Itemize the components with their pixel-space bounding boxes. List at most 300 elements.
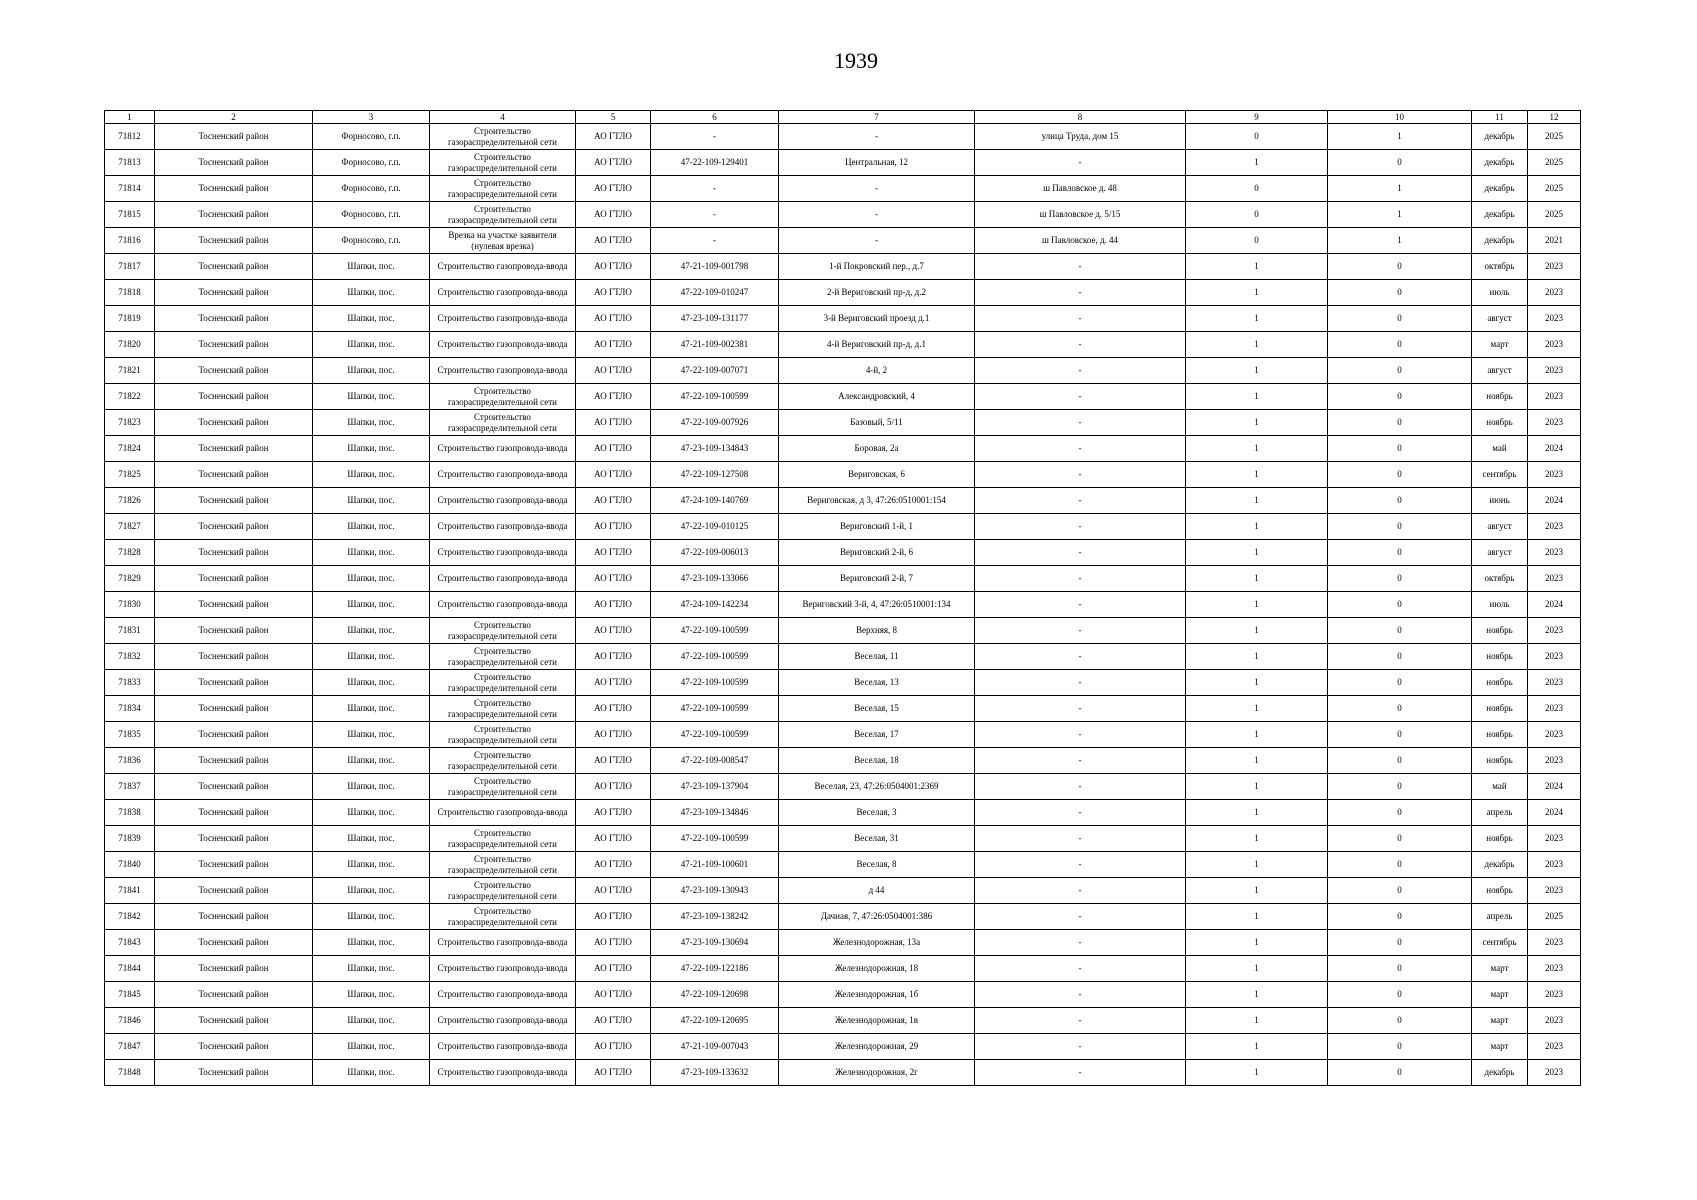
count-a-cell: 1 — [1186, 904, 1328, 930]
table-row — [105, 202, 1581, 228]
count-a-cell: 1 — [1186, 462, 1328, 488]
month-cell: ноябрь — [1472, 748, 1528, 774]
organization-cell: АО ГТЛО — [576, 982, 651, 1008]
work-type-cell: Врезка на участке заявителя (нулевая врезка) — [430, 228, 576, 254]
object-address-cell: - — [779, 176, 975, 202]
district-cell: Тосненский район — [155, 280, 313, 306]
object-address-cell: Веселая, 18 — [779, 748, 975, 774]
row-id-cell: 71821 — [105, 358, 155, 384]
count-a-cell: 1 — [1186, 852, 1328, 878]
object-address-cell: 1-й Покровский пер., д.7 — [779, 254, 975, 280]
work-type-cell: Строительство газораспределительной сети — [430, 878, 576, 904]
settlement-cell: Шапки, пос. — [313, 956, 430, 982]
application-number-cell: 47-23-109-131177 — [651, 306, 779, 332]
month-cell: декабрь — [1472, 228, 1528, 254]
settlement-cell: Шапки, пос. — [313, 332, 430, 358]
month-cell: октябрь — [1472, 566, 1528, 592]
count-a-cell: 0 — [1186, 124, 1328, 150]
count-a-cell: 1 — [1186, 982, 1328, 1008]
year-cell: 2023 — [1528, 566, 1581, 592]
column-header: 6 — [651, 111, 779, 124]
settlement-cell: Шапки, пос. — [313, 748, 430, 774]
organization-cell: АО ГТЛО — [576, 150, 651, 176]
object-address-cell: Железнодорожная, 13а — [779, 930, 975, 956]
count-a-cell: 1 — [1186, 1034, 1328, 1060]
settlement-cell: Форносово, г.п. — [313, 228, 430, 254]
month-cell: март — [1472, 332, 1528, 358]
application-number-cell: 47-22-109-006013 — [651, 540, 779, 566]
month-cell: ноябрь — [1472, 696, 1528, 722]
settlement-cell: Форносово, г.п. — [313, 176, 430, 202]
application-number-cell: 47-22-109-010247 — [651, 280, 779, 306]
settlement-cell: Шапки, пос. — [313, 436, 430, 462]
year-cell: 2025 — [1528, 202, 1581, 228]
application-number-cell: 47-22-109-129401 — [651, 150, 779, 176]
row-id-cell: 71830 — [105, 592, 155, 618]
organization-cell: АО ГТЛО — [576, 644, 651, 670]
count-b-cell: 0 — [1328, 332, 1472, 358]
table-row — [105, 592, 1581, 618]
year-cell: 2023 — [1528, 410, 1581, 436]
row-id-cell: 71835 — [105, 722, 155, 748]
organization-cell: АО ГТЛО — [576, 748, 651, 774]
count-a-cell: 1 — [1186, 488, 1328, 514]
work-type-cell: Строительство газораспределительной сети — [430, 410, 576, 436]
district-cell: Тосненский район — [155, 202, 313, 228]
organization-cell: АО ГТЛО — [576, 306, 651, 332]
application-number-cell: 47-21-109-002381 — [651, 332, 779, 358]
district-cell: Тосненский район — [155, 150, 313, 176]
object-address-cell: Веселая, 8 — [779, 852, 975, 878]
month-cell: ноябрь — [1472, 878, 1528, 904]
alt-address-cell: - — [975, 722, 1186, 748]
count-a-cell: 1 — [1186, 280, 1328, 306]
count-a-cell: 1 — [1186, 514, 1328, 540]
settlement-cell: Шапки, пос. — [313, 540, 430, 566]
year-cell: 2023 — [1528, 826, 1581, 852]
object-address-cell: Центральная, 12 — [779, 150, 975, 176]
work-type-cell: Строительство газопровода-ввода — [430, 1034, 576, 1060]
alt-address-cell: - — [975, 800, 1186, 826]
work-type-cell: Строительство газораспределительной сети — [430, 176, 576, 202]
year-cell: 2023 — [1528, 1034, 1581, 1060]
count-b-cell: 0 — [1328, 254, 1472, 280]
district-cell: Тосненский район — [155, 748, 313, 774]
year-cell: 2024 — [1528, 774, 1581, 800]
application-number-cell: 47-23-109-138242 — [651, 904, 779, 930]
object-address-cell: Вериговский 3-й, 4, 47:26:0510001:134 — [779, 592, 975, 618]
object-address-cell: 4-й Вериговский пр-д, д.1 — [779, 332, 975, 358]
table-row — [105, 1008, 1581, 1034]
district-cell: Тосненский район — [155, 878, 313, 904]
month-cell: апрель — [1472, 904, 1528, 930]
count-a-cell: 1 — [1186, 696, 1328, 722]
count-b-cell: 0 — [1328, 280, 1472, 306]
organization-cell: АО ГТЛО — [576, 930, 651, 956]
settlement-cell: Шапки, пос. — [313, 410, 430, 436]
year-cell: 2023 — [1528, 670, 1581, 696]
application-number-cell: 47-22-109-008547 — [651, 748, 779, 774]
object-address-cell: Веселая, 11 — [779, 644, 975, 670]
month-cell: декабрь — [1472, 124, 1528, 150]
count-a-cell: 1 — [1186, 774, 1328, 800]
month-cell: август — [1472, 540, 1528, 566]
row-id-cell: 71836 — [105, 748, 155, 774]
alt-address-cell: - — [975, 592, 1186, 618]
alt-address-cell: - — [975, 618, 1186, 644]
settlement-cell: Шапки, пос. — [313, 930, 430, 956]
object-address-cell: - — [779, 124, 975, 150]
count-a-cell: 1 — [1186, 150, 1328, 176]
count-b-cell: 0 — [1328, 748, 1472, 774]
district-cell: Тосненский район — [155, 332, 313, 358]
column-header: 11 — [1472, 111, 1528, 124]
count-a-cell: 1 — [1186, 332, 1328, 358]
count-a-cell: 1 — [1186, 878, 1328, 904]
settlement-cell: Шапки, пос. — [313, 982, 430, 1008]
organization-cell: АО ГТЛО — [576, 670, 651, 696]
application-number-cell: - — [651, 202, 779, 228]
application-number-cell: 47-21-109-100601 — [651, 852, 779, 878]
district-cell: Тосненский район — [155, 1034, 313, 1060]
register-table — [104, 110, 1581, 1086]
year-cell: 2023 — [1528, 956, 1581, 982]
page-number: 1939 — [834, 48, 878, 73]
month-cell: ноябрь — [1472, 410, 1528, 436]
month-cell: ноябрь — [1472, 618, 1528, 644]
row-id-cell: 71812 — [105, 124, 155, 150]
work-type-cell: Строительство газопровода-ввода — [430, 514, 576, 540]
column-header: 12 — [1528, 111, 1581, 124]
settlement-cell: Шапки, пос. — [313, 1008, 430, 1034]
settlement-cell: Форносово, г.п. — [313, 150, 430, 176]
count-a-cell: 1 — [1186, 618, 1328, 644]
row-id-cell: 71839 — [105, 826, 155, 852]
work-type-cell: Строительство газораспределительной сети — [430, 384, 576, 410]
count-a-cell: 1 — [1186, 306, 1328, 332]
row-id-cell: 71834 — [105, 696, 155, 722]
month-cell: ноябрь — [1472, 670, 1528, 696]
settlement-cell: Шапки, пос. — [313, 774, 430, 800]
table-row — [105, 332, 1581, 358]
month-cell: ноябрь — [1472, 826, 1528, 852]
column-header: 9 — [1186, 111, 1328, 124]
organization-cell: АО ГТЛО — [576, 540, 651, 566]
application-number-cell: 47-21-109-001798 — [651, 254, 779, 280]
object-address-cell: Веселая, 17 — [779, 722, 975, 748]
object-address-cell: - — [779, 228, 975, 254]
count-a-cell: 1 — [1186, 748, 1328, 774]
organization-cell: АО ГТЛО — [576, 202, 651, 228]
year-cell: 2024 — [1528, 436, 1581, 462]
settlement-cell: Шапки, пос. — [313, 826, 430, 852]
work-type-cell: Строительство газораспределительной сети — [430, 618, 576, 644]
count-b-cell: 0 — [1328, 306, 1472, 332]
row-id-cell: 71829 — [105, 566, 155, 592]
alt-address-cell: - — [975, 332, 1186, 358]
alt-address-cell: - — [975, 254, 1186, 280]
district-cell: Тосненский район — [155, 540, 313, 566]
district-cell: Тосненский район — [155, 618, 313, 644]
year-cell: 2021 — [1528, 228, 1581, 254]
alt-address-cell: - — [975, 488, 1186, 514]
organization-cell: АО ГТЛО — [576, 592, 651, 618]
alt-address-cell: улица Труда, дом 15 — [975, 124, 1186, 150]
row-id-cell: 71844 — [105, 956, 155, 982]
count-b-cell: 0 — [1328, 774, 1472, 800]
settlement-cell: Шапки, пос. — [313, 1060, 430, 1086]
alt-address-cell: - — [975, 904, 1186, 930]
work-type-cell: Строительство газораспределительной сети — [430, 644, 576, 670]
table-row — [105, 956, 1581, 982]
count-a-cell: 1 — [1186, 410, 1328, 436]
count-b-cell: 0 — [1328, 930, 1472, 956]
table-row — [105, 150, 1581, 176]
month-cell: июнь — [1472, 488, 1528, 514]
table-row — [105, 644, 1581, 670]
district-cell: Тосненский район — [155, 982, 313, 1008]
application-number-cell: 47-22-109-122186 — [651, 956, 779, 982]
count-b-cell: 0 — [1328, 878, 1472, 904]
count-b-cell: 0 — [1328, 462, 1472, 488]
row-id-cell: 71826 — [105, 488, 155, 514]
count-b-cell: 1 — [1328, 176, 1472, 202]
alt-address-cell: - — [975, 982, 1186, 1008]
application-number-cell: - — [651, 228, 779, 254]
object-address-cell: Веселая, 23, 47:26:0504001:2369 — [779, 774, 975, 800]
table-row — [105, 436, 1581, 462]
count-a-cell: 1 — [1186, 800, 1328, 826]
month-cell: август — [1472, 358, 1528, 384]
count-a-cell: 1 — [1186, 722, 1328, 748]
organization-cell: АО ГТЛО — [576, 254, 651, 280]
year-cell: 2023 — [1528, 748, 1581, 774]
organization-cell: АО ГТЛО — [576, 280, 651, 306]
alt-address-cell: - — [975, 566, 1186, 592]
work-type-cell: Строительство газораспределительной сети — [430, 150, 576, 176]
district-cell: Тосненский район — [155, 774, 313, 800]
application-number-cell: 47-22-109-100599 — [651, 722, 779, 748]
application-number-cell: 47-22-109-120695 — [651, 1008, 779, 1034]
count-b-cell: 1 — [1328, 202, 1472, 228]
work-type-cell: Строительство газораспределительной сети — [430, 904, 576, 930]
application-number-cell: 47-23-109-130943 — [651, 878, 779, 904]
table-row — [105, 280, 1581, 306]
column-header: 2 — [155, 111, 313, 124]
district-cell: Тосненский район — [155, 176, 313, 202]
alt-address-cell: - — [975, 930, 1186, 956]
month-cell: март — [1472, 982, 1528, 1008]
object-address-cell: Железнодорожная, 1в — [779, 1008, 975, 1034]
object-address-cell: Веселая, 15 — [779, 696, 975, 722]
application-number-cell: 47-22-109-010125 — [651, 514, 779, 540]
table-row — [105, 670, 1581, 696]
alt-address-cell: - — [975, 826, 1186, 852]
object-address-cell: Веселая, 13 — [779, 670, 975, 696]
organization-cell: АО ГТЛО — [576, 826, 651, 852]
row-id-cell: 71842 — [105, 904, 155, 930]
column-header: 1 — [105, 111, 155, 124]
count-b-cell: 0 — [1328, 358, 1472, 384]
month-cell: октябрь — [1472, 254, 1528, 280]
table-row — [105, 1060, 1581, 1086]
organization-cell: АО ГТЛО — [576, 904, 651, 930]
organization-cell: АО ГТЛО — [576, 358, 651, 384]
settlement-cell: Шапки, пос. — [313, 670, 430, 696]
alt-address-cell: - — [975, 514, 1186, 540]
month-cell: май — [1472, 774, 1528, 800]
row-id-cell: 71845 — [105, 982, 155, 1008]
row-id-cell: 71816 — [105, 228, 155, 254]
month-cell: сентябрь — [1472, 462, 1528, 488]
table-row — [105, 566, 1581, 592]
district-cell: Тосненский район — [155, 696, 313, 722]
alt-address-cell: - — [975, 462, 1186, 488]
alt-address-cell: - — [975, 280, 1186, 306]
count-a-cell: 0 — [1186, 176, 1328, 202]
column-header: 10 — [1328, 111, 1472, 124]
work-type-cell: Строительство газопровода-ввода — [430, 280, 576, 306]
district-cell: Тосненский район — [155, 644, 313, 670]
row-id-cell: 71815 — [105, 202, 155, 228]
work-type-cell: Строительство газопровода-ввода — [430, 982, 576, 1008]
count-b-cell: 0 — [1328, 618, 1472, 644]
year-cell: 2023 — [1528, 384, 1581, 410]
year-cell: 2023 — [1528, 280, 1581, 306]
month-cell: декабрь — [1472, 202, 1528, 228]
year-cell: 2023 — [1528, 930, 1581, 956]
count-b-cell: 0 — [1328, 150, 1472, 176]
work-type-cell: Строительство газораспределительной сети — [430, 696, 576, 722]
organization-cell: АО ГТЛО — [576, 384, 651, 410]
month-cell: декабрь — [1472, 1060, 1528, 1086]
month-cell: декабрь — [1472, 176, 1528, 202]
settlement-cell: Шапки, пос. — [313, 696, 430, 722]
table-row — [105, 930, 1581, 956]
work-type-cell: Строительство газопровода-ввода — [430, 462, 576, 488]
organization-cell: АО ГТЛО — [576, 462, 651, 488]
object-address-cell: Железнодорожная, 1б — [779, 982, 975, 1008]
count-b-cell: 0 — [1328, 566, 1472, 592]
month-cell: ноябрь — [1472, 644, 1528, 670]
alt-address-cell: - — [975, 150, 1186, 176]
row-id-cell: 71819 — [105, 306, 155, 332]
count-a-cell: 1 — [1186, 1008, 1328, 1034]
organization-cell: АО ГТЛО — [576, 410, 651, 436]
count-a-cell: 0 — [1186, 228, 1328, 254]
object-address-cell: Вериговская, 6 — [779, 462, 975, 488]
alt-address-cell: - — [975, 774, 1186, 800]
year-cell: 2023 — [1528, 644, 1581, 670]
district-cell: Тосненский район — [155, 722, 313, 748]
organization-cell: АО ГТЛО — [576, 514, 651, 540]
year-cell: 2023 — [1528, 514, 1581, 540]
year-cell: 2023 — [1528, 332, 1581, 358]
application-number-cell: 47-23-109-137904 — [651, 774, 779, 800]
month-cell: март — [1472, 1008, 1528, 1034]
object-address-cell: Верхняя, 8 — [779, 618, 975, 644]
count-a-cell: 1 — [1186, 358, 1328, 384]
alt-address-cell: - — [975, 670, 1186, 696]
work-type-cell: Строительство газораспределительной сети — [430, 722, 576, 748]
settlement-cell: Шапки, пос. — [313, 566, 430, 592]
work-type-cell: Строительство газораспределительной сети — [430, 774, 576, 800]
object-address-cell: Вериговский 2-й, 7 — [779, 566, 975, 592]
organization-cell: АО ГТЛО — [576, 176, 651, 202]
column-number-row — [105, 111, 1581, 124]
organization-cell: АО ГТЛО — [576, 228, 651, 254]
row-id-cell: 71843 — [105, 930, 155, 956]
row-id-cell: 71832 — [105, 644, 155, 670]
month-cell: сентябрь — [1472, 930, 1528, 956]
organization-cell: АО ГТЛО — [576, 124, 651, 150]
settlement-cell: Шапки, пос. — [313, 306, 430, 332]
district-cell: Тосненский район — [155, 852, 313, 878]
count-b-cell: 0 — [1328, 982, 1472, 1008]
district-cell: Тосненский район — [155, 436, 313, 462]
object-address-cell: 2-й Вериговский пр-д, д.2 — [779, 280, 975, 306]
year-cell: 2023 — [1528, 358, 1581, 384]
year-cell: 2023 — [1528, 618, 1581, 644]
work-type-cell: Строительство газопровода-ввода — [430, 488, 576, 514]
month-cell: август — [1472, 306, 1528, 332]
count-b-cell: 0 — [1328, 592, 1472, 618]
row-id-cell: 71824 — [105, 436, 155, 462]
year-cell: 2023 — [1528, 462, 1581, 488]
district-cell: Тосненский район — [155, 384, 313, 410]
settlement-cell: Шапки, пос. — [313, 878, 430, 904]
organization-cell: АО ГТЛО — [576, 618, 651, 644]
alt-address-cell: - — [975, 410, 1186, 436]
count-b-cell: 0 — [1328, 1034, 1472, 1060]
count-a-cell: 1 — [1186, 540, 1328, 566]
work-type-cell: Строительство газопровода-ввода — [430, 592, 576, 618]
month-cell: декабрь — [1472, 150, 1528, 176]
count-a-cell: 1 — [1186, 956, 1328, 982]
district-cell: Тосненский район — [155, 124, 313, 150]
settlement-cell: Шапки, пос. — [313, 800, 430, 826]
table-row — [105, 228, 1581, 254]
application-number-cell: 47-23-109-133632 — [651, 1060, 779, 1086]
row-id-cell: 71848 — [105, 1060, 155, 1086]
year-cell: 2023 — [1528, 1008, 1581, 1034]
settlement-cell: Шапки, пос. — [313, 254, 430, 280]
application-number-cell: 47-24-109-142234 — [651, 592, 779, 618]
count-a-cell: 1 — [1186, 384, 1328, 410]
table-row — [105, 176, 1581, 202]
table-row — [105, 306, 1581, 332]
settlement-cell: Форносово, г.п. — [313, 202, 430, 228]
column-header: 8 — [975, 111, 1186, 124]
table-row — [105, 514, 1581, 540]
year-cell: 2023 — [1528, 982, 1581, 1008]
table-row — [105, 852, 1581, 878]
application-number-cell: 47-22-109-100599 — [651, 670, 779, 696]
row-id-cell: 71814 — [105, 176, 155, 202]
row-id-cell: 71828 — [105, 540, 155, 566]
month-cell: июль — [1472, 592, 1528, 618]
column-header: 5 — [576, 111, 651, 124]
year-cell: 2023 — [1528, 852, 1581, 878]
alt-address-cell: ш Павловское д. 5/15 — [975, 202, 1186, 228]
work-type-cell: Строительство газораспределительной сети — [430, 748, 576, 774]
count-a-cell: 0 — [1186, 202, 1328, 228]
year-cell: 2024 — [1528, 592, 1581, 618]
count-a-cell: 1 — [1186, 566, 1328, 592]
work-type-cell: Строительство газопровода-ввода — [430, 1060, 576, 1086]
alt-address-cell: - — [975, 436, 1186, 462]
table-row — [105, 826, 1581, 852]
